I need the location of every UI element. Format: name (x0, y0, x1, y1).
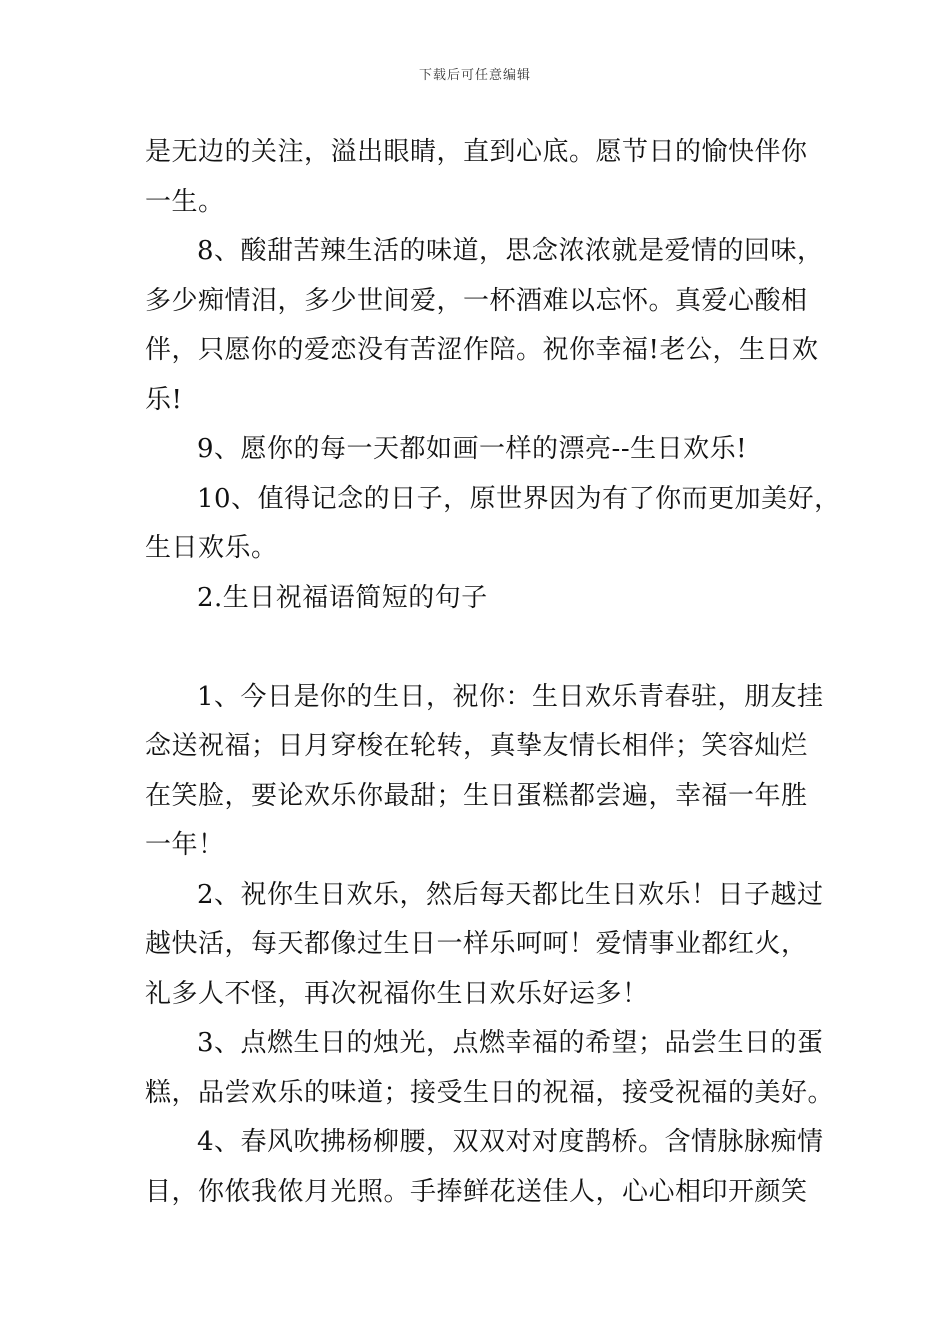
text-line: 礼多人不怪，再次祝福你生日欢乐好运多！ (145, 978, 649, 1009)
text-line: 2、祝你生日欢乐，然后每天都比生日欢乐！日子越过 (197, 879, 824, 910)
text-line: 8、酸甜苦辣生活的味道，思念浓浓就是爱情的回味， (197, 236, 824, 266)
text-line: 9、愿你的每一天都如画一样的漂亮--生日欢乐! (197, 434, 748, 464)
text-line: 多少痴情泪，多少世间爱，一杯酒难以忘怀。真爱心酸相 (145, 285, 808, 316)
text-line: 越快活，每天都像过生日一样乐呵呵！爱情事业都红火， (145, 929, 808, 959)
text-line: 是无边的关注，溢出眼睛，直到心底。愿节日的愉快伴你 (145, 137, 808, 167)
text-line: 4、春风吹拂杨柳腰，双双对对度鹊桥。含情脉脉痴情 (197, 1127, 824, 1157)
text-line: 伴，只愿你的爱恋没有苦涩作陪。祝你幸福!老公，生日欢 (145, 335, 819, 365)
text-line: 1、今日是你的生日，祝你：生日欢乐青春驻，朋友挂 (197, 681, 824, 712)
text-line: 念送祝福；日月穿梭在轮转，真挚友情长相伴；笑容灿烂 (145, 731, 808, 761)
page-header: 下载后可任意编辑 (418, 68, 531, 83)
document-body (145, 128, 841, 1217)
text-line: 乐! (145, 384, 183, 415)
text-line: 一生。 (145, 186, 225, 217)
text-line: 3、点燃生日的烛光，点燃幸福的希望；品尝生日的蛋 (197, 1028, 824, 1058)
section-heading: 2.生日祝福语简短的句子 (197, 582, 488, 613)
text-line: 目，你侬我侬月光照。手捧鲜花送佳人，心心相印开颜笑 (145, 1176, 808, 1207)
text-line: 在笑脸，要论欢乐你最甜；生日蛋糕都尝遍，幸福一年胜 (145, 780, 808, 811)
text-line: 一年！ (145, 830, 225, 860)
blank-gap (145, 623, 835, 673)
text-line: 10、值得记念的日子，原世界因为有了你而更加美好， (197, 483, 841, 514)
text-line: 生日欢乐。 (145, 533, 278, 563)
text-line: 糕，品尝欢乐的味道；接受生日的祝福，接受祝福的美好。 (145, 1077, 835, 1108)
